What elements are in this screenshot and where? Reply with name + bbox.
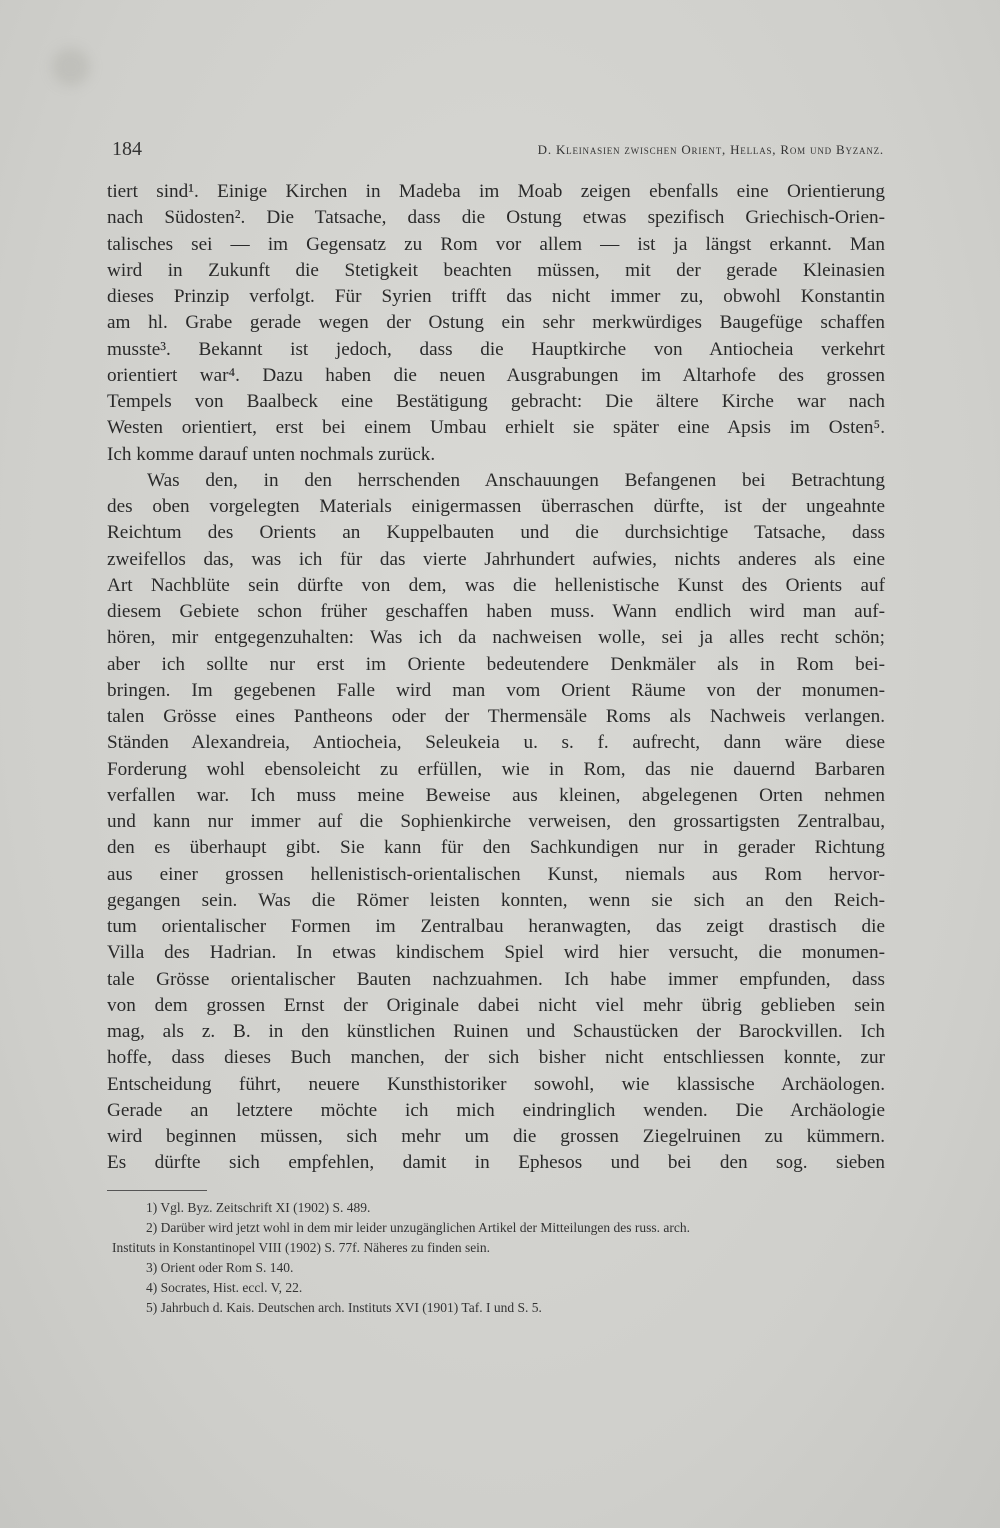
text-line: Art Nachblüte sein dürfte von dem, was die hellenistische Kunst des Orients auf (107, 574, 885, 596)
footnote: 3) Orient oder Rom S. 140. (146, 1260, 294, 1275)
footnote-rule (107, 1190, 207, 1191)
text-line: des oben vorgelegten Materials einigermassen überraschen dürfte, ist der ungeahnte (107, 496, 885, 517)
text-line: orientiert war⁴. Dazu haben die neuen Ausgrabungen im Altarhofe des grossen (107, 364, 885, 386)
text-line: am hl. Grabe gerade wegen der Ostung ein sehr merkwürdiges Baugefüge schaffen (107, 312, 885, 334)
text-line: talisches sei — im Gegensatz zu Rom vor allem — ist ja längst erkannt. Man (107, 233, 885, 255)
page-number: 184 (112, 138, 142, 160)
text-line: den es überhaupt gibt. Sie kann für den Sachkundigen nur in gerader Richtung (107, 837, 885, 859)
text-line: hören, mir entgegenzuhalten: Was ich da nachweisen wolle, sei ja alles recht schön; (107, 627, 885, 649)
text-line: Gerade an letztere möchte ich mich eindringlich wenden. Die Archäologie (107, 1099, 885, 1121)
page-header (112, 138, 884, 162)
footnote-continuation: Instituts in Konstantinopel VIII (1902) S. 77f. Näheres zu finden sein. (112, 1240, 491, 1255)
text-line: aus einer grossen hellenistisch-orientalischen Kunst, niemals aus Rom hervor- (107, 863, 885, 885)
text-line: und kann nur immer auf die Sophienkirche verweisen, den grossartigsten Zentralbau, (107, 811, 885, 832)
text-line: Forderung wohl ebensoleicht zu erfüllen, wie in Rom, das nie dauernd Barbaren (107, 758, 885, 780)
text-line: dieses Prinzip verfolgt. Für Syrien trifft das nicht immer zu, obwohl Konstantin (107, 286, 885, 307)
text-line: Westen orientiert, erst bei einem Umbau erhielt sie später eine Apsis im Osten⁵. (107, 417, 885, 439)
footnote: 4) Socrates, Hist. eccl. V, 22. (146, 1280, 303, 1295)
text-line: aber ich sollte nur erst im Oriente bedeutendere Denkmäler als in Rom bei- (107, 653, 885, 675)
body-text (107, 179, 885, 1177)
text-line: Entscheidung führt, neuere Kunsthistoriker sowohl, wie klassische Archäologen. (107, 1073, 885, 1095)
footnote: 2) Darüber wird jetzt wohl in dem mir leider unzugänglichen Artikel der Mitteilungen des russ. arch. (146, 1220, 690, 1235)
text-line: diesem Gebiete schon früher geschaffen haben muss. Wann endlich wird man auf- (107, 601, 885, 622)
text-line: wird in Zukunft die Stetigkeit beachten müssen, mit der gerade Kleinasien (107, 259, 885, 281)
text-line: gegangen sein. Was die Römer leisten konnten, wenn sie sich an den Reich- (107, 889, 885, 911)
text-line: verfallen war. Ich muss meine Beweise aus kleinen, abgelegenen Orten nehmen (107, 784, 885, 806)
text-line: tiert sind¹. Einige Kirchen in Madeba im Moab zeigen ebenfalls eine Orientierung (107, 181, 885, 202)
text-line: bringen. Im gegebenen Falle wird man vom Orient Räume von der monumen- (107, 679, 885, 701)
footnotes (112, 1198, 886, 1318)
footnote: 5) Jahrbuch d. Kais. Deutschen arch. Instituts XVI (1901) Taf. I und S. 5. (146, 1300, 542, 1315)
text-line: Villa des Hadrian. In etwas kindischem Spiel wird hier versucht, die monumen- (107, 942, 885, 964)
footnote: 1) Vgl. Byz. Zeitschrift XI (1902) S. 489. (146, 1200, 371, 1215)
running-head: D. Kleinasien zwischen Orient, Hellas, Rom und Byzanz. (537, 142, 884, 157)
text-line: Es dürfte sich empfehlen, damit in Ephesos und bei den sog. sieben (107, 1152, 885, 1174)
page-smudge (52, 48, 90, 86)
text-line: tale Grösse orientalischer Bauten nachzuahmen. Ich habe immer empfunden, dass (107, 968, 885, 990)
text-line: von dem grossen Ernst der Originale dabei nicht viel mehr übrig geblieben sein (107, 994, 885, 1016)
text-line: zweifellos das, was ich für das vierte Jahrhundert aufwies, nichts anderes als eine (107, 548, 885, 570)
text-line: nach Südosten². Die Tatsache, dass die Ostung etwas spezifisch Griechisch-Orien- (107, 207, 885, 229)
text-line: musste³. Bekannt ist jedoch, dass die Hauptkirche von Antiocheia verkehrt (107, 338, 885, 360)
text-line: Tempels von Baalbeck eine Bestätigung gebracht: Die ältere Kirche war nach (107, 391, 885, 412)
text-line: mag, als z. B. in den künstlichen Ruinen und Schaustücken der Barockvillen. Ich (107, 1021, 885, 1042)
text-line: Reichtum des Orients an Kuppelbauten und die durchsichtige Tatsache, dass (107, 522, 885, 544)
text-line: Was den, in den herrschenden Anschauungen Befangenen bei Betrachtung (147, 469, 885, 491)
text-line: wird beginnen müssen, sich mehr um die grossen Ziegelruinen zu kümmern. (107, 1126, 885, 1147)
text-line: hoffe, dass dieses Buch manchen, der sich bisher nicht entschliessen konnte, zur (107, 1047, 885, 1069)
text-line: tum orientalischer Formen im Zentralbau heranwagten, das zeigt drastisch die (107, 916, 885, 937)
text-line: talen Grösse eines Pantheons oder der Thermensäle Roms als Nachweis verlangen. (107, 706, 885, 727)
text-line: Ich komme darauf unten nochmals zurück. (107, 443, 436, 465)
text-line: Ständen Alexandreia, Antiocheia, Seleukeia u. s. f. aufrecht, dann wäre diese (107, 732, 885, 754)
